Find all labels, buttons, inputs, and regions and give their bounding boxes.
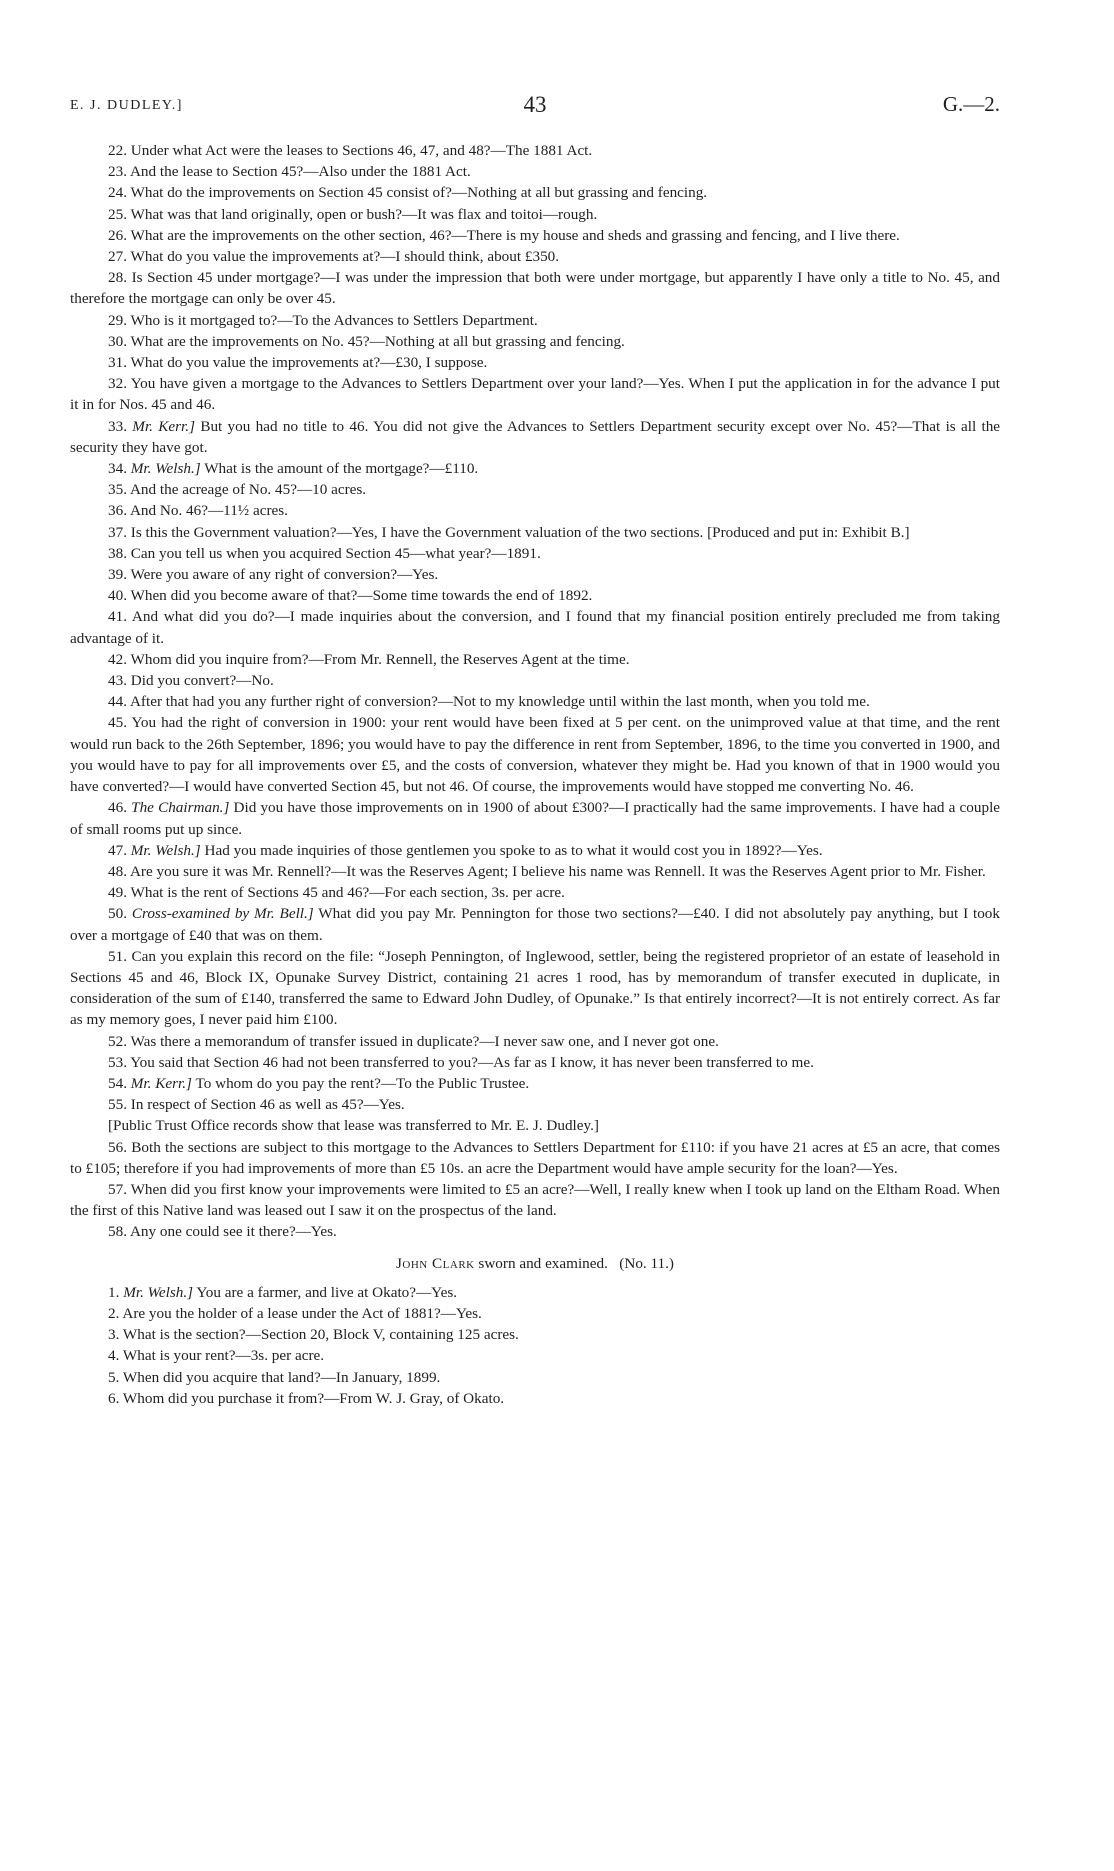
question-number: 38.	[108, 544, 127, 562]
question-paragraph	[70, 140, 1000, 161]
question-text: Whom did you purchase it from?—From W. J. Gray, of Okato.	[122, 1389, 505, 1407]
question-number: 51.	[108, 947, 127, 965]
question-text: What do you value the improvements at?—£30, I suppose.	[130, 354, 488, 372]
question-text: Can you tell us when you acquired Section 45—what year?—1891.	[130, 544, 541, 562]
speaker-label: Mr. Welsh.]	[130, 460, 201, 478]
question-paragraph	[70, 903, 1000, 945]
question-text: Both the sections are subject to this mortgage to the Advances to Settlers Department for £110: if you have 21 acres at £5 an acre, that comes to £105; therefore if you had improvements of more than £5 10s. an acre the Department would have ample security for the loan?—Yes.	[70, 1138, 1001, 1177]
witness-number: (No. 11.)	[619, 1254, 674, 1272]
question-paragraph	[70, 1115, 1000, 1136]
question-number: 32.	[108, 375, 127, 393]
question-text: Whom did you inquire from?—From Mr. Rennell, the Reserves Agent at the time.	[130, 650, 630, 668]
question-paragraph	[70, 797, 1000, 839]
question-number: 57.	[108, 1180, 127, 1198]
question-number: 25.	[108, 205, 127, 223]
question-text: Can you explain this record on the file: “Joseph Pennington, of Inglewood, settler, being the registered proprietor of an estate of leasehold in Sections 45 and 46, Block IX, Opunake Survey District, containing 21 acres 1 rood, has by memorandum of transfer executed in duplicate, in consideration of the sum of £140, transferred the same to Edward John Dudley, of Opunake.” Is that entirely incorrect?—It is not entirely correct. As far as my memory goes, I never paid him £100.	[70, 947, 1000, 1029]
question-text: Was there a memorandum of transfer issued in duplicate?—I never saw one, and I never got one.	[130, 1032, 719, 1050]
question-text: What is the amount of the mortgage?—£110.	[204, 460, 479, 478]
question-paragraph	[70, 331, 1000, 352]
question-paragraph	[70, 373, 1000, 415]
question-number: 42.	[108, 650, 127, 668]
question-number: 46.	[108, 799, 127, 817]
question-paragraph	[70, 161, 1000, 182]
question-paragraph	[70, 1179, 1000, 1221]
question-text: What was that land originally, open or bush?—It was flax and toitoi—rough.	[130, 205, 598, 223]
question-number: 48.	[108, 862, 127, 880]
question-paragraph	[70, 649, 1000, 670]
question-paragraph	[70, 946, 1000, 1031]
question-paragraph	[70, 1345, 1000, 1366]
question-text: In respect of Section 46 as well as 45?—Yes.	[130, 1096, 405, 1114]
question-text: Had you made inquiries of those gentlemen you spoke to as to what it would cost you in 1892?—Yes.	[204, 841, 823, 859]
question-number: 39.	[108, 566, 127, 584]
question-text: Who is it mortgaged to?—To the Advances to Settlers Department.	[130, 311, 538, 329]
question-number: 40.	[108, 587, 127, 605]
question-text: And the lease to Section 45?—Also under the 1881 Act.	[129, 163, 471, 181]
question-paragraph	[70, 225, 1000, 246]
question-paragraph	[70, 204, 1000, 225]
question-paragraph	[70, 606, 1000, 648]
speaker-label: Cross-examined by Mr. Bell.]	[131, 905, 314, 923]
question-number: 4.	[108, 1347, 120, 1365]
question-number: 28.	[108, 269, 127, 287]
question-paragraph	[70, 267, 1000, 309]
speaker-label: Mr. Welsh.]	[130, 841, 201, 859]
header-witness-name: E. J. DUDLEY.]	[70, 98, 183, 113]
speaker-label: Mr. Welsh.]	[123, 1283, 194, 1301]
question-paragraph	[70, 1388, 1000, 1409]
question-number: 52.	[108, 1032, 127, 1050]
question-text: Did you convert?—No.	[130, 672, 274, 690]
question-number: 37.	[108, 523, 127, 541]
question-paragraph	[70, 585, 1000, 606]
question-paragraph	[70, 882, 1000, 903]
question-paragraph	[70, 564, 1000, 585]
question-text: Are you sure it was Mr. Rennell?—It was the Reserves Agent; I believe his name was Rennell. It was the Reserves Agent prior to Mr. Fisher.	[129, 862, 986, 880]
document-reference: G.—2.	[942, 92, 1000, 116]
question-text: And what did you do?—I made inquiries about the conversion, and I found that my financial position entirely precluded me from taking advantage of it.	[70, 608, 1000, 647]
question-number: 56.	[108, 1138, 127, 1156]
question-text: Are you the holder of a lease under the Act of 1881?—Yes.	[122, 1304, 482, 1322]
question-text: What do the improvements on Section 45 consist of?—Nothing at all but grassing and fencing.	[130, 184, 708, 202]
question-number: 23.	[108, 163, 127, 181]
question-paragraph	[70, 1303, 1000, 1324]
question-text: What are the improvements on the other section, 46?—There is my house and sheds and grassing and fencing, and I live there.	[130, 226, 900, 244]
question-text: You are a farmer, and live at Okato?—Yes.	[196, 1283, 458, 1301]
question-paragraph	[70, 479, 1000, 500]
question-text: You had the right of conversion in 1900: your rent would have been fixed at 5 per cent. on the unimproved value at that time, and the rent would run back to the 26th September, 1896; you would have to pay the difference in rent from September, 1896, to the time you converted in 1900, and you would have to pay for all improvements over £5, and the costs of conversion, whatever they might be. Had you known of that in 1900 would you have converted?—I would have converted Section 45, but not 46. Of course, the improvements would have stopped me converting No. 46.	[70, 714, 1000, 796]
question-number: 6.	[108, 1389, 120, 1407]
question-paragraph	[70, 691, 1000, 712]
page-header	[70, 92, 1000, 122]
question-number: 29.	[108, 311, 127, 329]
question-paragraph	[70, 352, 1000, 373]
question-number: 3.	[108, 1326, 120, 1344]
question-paragraph	[70, 310, 1000, 331]
witness-heading-text: sworn and examined.	[478, 1254, 608, 1272]
question-paragraph	[70, 416, 1000, 458]
question-number: 24.	[108, 184, 127, 202]
question-number: 47.	[108, 841, 127, 859]
question-paragraph	[70, 500, 1000, 521]
question-text: Were you aware of any right of conversion?—Yes.	[130, 566, 439, 584]
question-text: What is your rent?—3s. per acre.	[122, 1347, 325, 1365]
question-paragraph	[70, 1073, 1000, 1094]
question-text: When did you first know your improvements were limited to £5 an acre?—Well, I really knew when I took up land on the Eltham Road. When the first of this Native land was leased out I saw it on the prospectus of the land.	[70, 1180, 1000, 1220]
question-number: 50.	[108, 905, 127, 923]
question-number: 5.	[108, 1368, 120, 1386]
question-number: 30.	[108, 332, 127, 350]
question-paragraph	[70, 522, 1000, 543]
question-text: To whom do you pay the rent?—To the Public Trustee.	[195, 1074, 530, 1092]
question-number: 33.	[108, 417, 127, 435]
question-paragraph	[70, 458, 1000, 479]
question-paragraph	[70, 1367, 1000, 1388]
question-paragraph	[70, 182, 1000, 203]
question-list	[70, 140, 1000, 1243]
question-text: Is Section 45 under mortgage?—I was under the impression that both were under mortgage, but apparently I have only a title to No. 45, and therefore the mortgage can only be over 45.	[70, 269, 1000, 308]
question-text: Any one could see it there?—Yes.	[129, 1223, 337, 1241]
question-paragraph	[70, 1094, 1000, 1115]
question-text: Did you have those improvements on in 1900 of about £300?—I practically had the same improvements. I have had a couple of small rooms put up since.	[70, 799, 1001, 838]
question-paragraph	[70, 246, 1000, 267]
question-number: 31.	[108, 354, 127, 372]
question-number: 41.	[108, 608, 127, 626]
question-number: 58.	[108, 1223, 127, 1241]
question-number: 43.	[108, 672, 127, 690]
question-number: 35.	[108, 481, 127, 499]
question-number: 49.	[108, 884, 127, 902]
question-number: 54.	[108, 1074, 127, 1092]
question-number: 22.	[108, 142, 127, 159]
question-paragraph	[70, 543, 1000, 564]
witness-name: John Clark	[396, 1254, 475, 1272]
question-text: Is this the Government valuation?—Yes, I have the Government valuation of the two sections. [Produced and put in: Exhibit B.]	[130, 523, 910, 541]
question-text: But you had no title to 46. You did not give the Advances to Settlers Department security except over No. 45?—That is all the security they have got.	[70, 417, 1001, 456]
speaker-label: Mr. Kerr.]	[132, 417, 195, 435]
witness-question-list	[70, 1282, 1000, 1409]
question-number: 44.	[108, 693, 127, 711]
question-text: You have given a mortgage to the Advances to Settlers Department over your land?—Yes. When I put the application in for the advance I put it in for Nos. 45 and 46.	[70, 375, 1000, 414]
question-paragraph	[70, 1221, 1000, 1242]
question-paragraph	[70, 1324, 1000, 1345]
question-text: What did you pay Mr. Pennington for those two sections?—£40. I did not absolutely pay anything, but I took over a mortgage of £40 that was on them.	[70, 905, 1000, 944]
question-number: 34.	[108, 460, 127, 478]
question-paragraph	[70, 1282, 1000, 1303]
question-number: 36.	[108, 502, 127, 520]
question-text: And the acreage of No. 45?—10 acres.	[129, 481, 367, 499]
question-text: After that had you any further right of conversion?—Not to my knowledge until within the last month, when you told me.	[129, 693, 870, 711]
question-text: When did you become aware of that?—Some time towards the end of 1892.	[130, 587, 593, 605]
question-text: And No. 46?—11½ acres.	[129, 502, 288, 520]
page-number: 43	[523, 92, 547, 117]
question-number: 1.	[108, 1283, 120, 1301]
question-paragraph	[70, 1031, 1000, 1052]
question-text: What is the rent of Sections 45 and 46?—For each section, 3s. per acre.	[130, 884, 565, 902]
question-text: You said that Section 46 had not been transferred to you?—As far as I know, it has never been transferred to me.	[130, 1053, 814, 1071]
question-number: 2.	[108, 1304, 120, 1322]
question-number: 26.	[108, 226, 127, 244]
testimony-body	[70, 140, 1000, 1409]
question-text: Under what Act were the leases to Sections 46, 47, and 48?—The 1881 Act.	[130, 142, 593, 159]
question-paragraph	[70, 670, 1000, 691]
speaker-label: Mr. Kerr.]	[130, 1074, 192, 1092]
question-number: 55.	[108, 1096, 127, 1114]
speaker-label: The Chairman.]	[131, 799, 230, 817]
question-number: 27.	[108, 248, 127, 266]
question-text: When did you acquire that land?—In January, 1899.	[122, 1368, 441, 1386]
question-paragraph	[70, 712, 1000, 797]
question-paragraph	[70, 1137, 1000, 1179]
question-text: What do you value the improvements at?—I should think, about £350.	[130, 248, 560, 266]
question-paragraph	[70, 861, 1000, 882]
question-text: What are the improvements on No. 45?—Nothing at all but grassing and fencing.	[130, 332, 625, 350]
question-text: [Public Trust Office records show that lease was transferred to Mr. E. J. Dudley.]	[108, 1117, 599, 1135]
question-number: 53.	[108, 1053, 127, 1071]
question-paragraph	[70, 840, 1000, 861]
question-text: What is the section?—Section 20, Block V, containing 125 acres.	[122, 1326, 519, 1344]
question-number: 45.	[108, 714, 127, 732]
question-paragraph	[70, 1052, 1000, 1073]
witness-heading	[70, 1253, 1000, 1274]
